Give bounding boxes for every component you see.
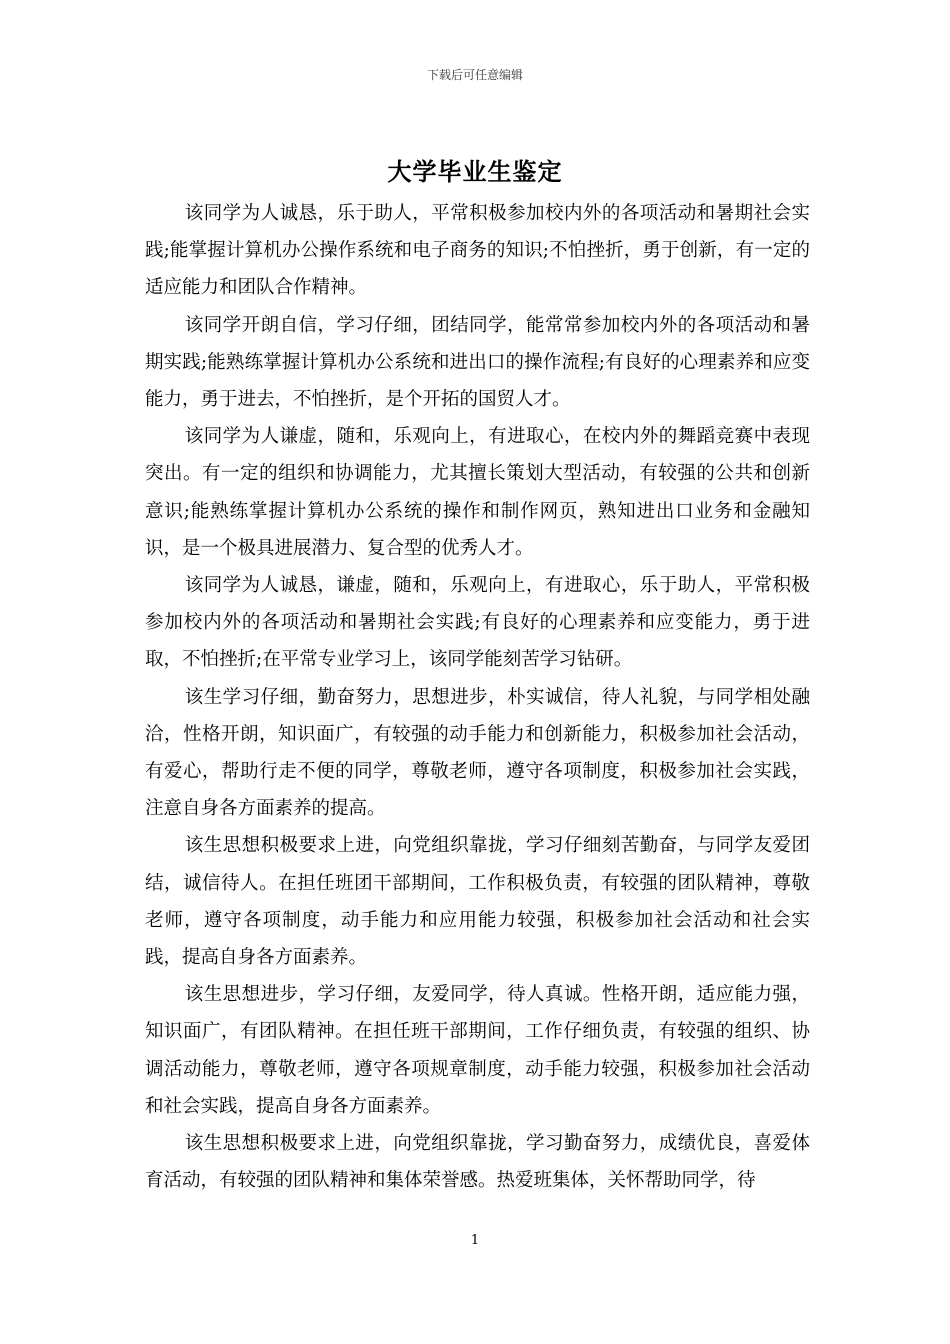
paragraph: 该生学习仔细，勤奋努力，思想进步，朴实诚信，待人礼貌，与同学相处融洽，性格开朗，知识面广，有较强的动手能力和创新能力，积极参加社会活动，有爱心，帮助行走不便的同学，尊敬老师，遵守各项制度，积极参加社会实践，注意自身各方面素养的提高。 bbox=[145, 686, 810, 820]
paragraph: 该生思想进步，学习仔细，友爱同学，待人真诚。性格开朗，适应能力强，知识面广，有团队精神。在担任班干部期间，工作仔细负责，有较强的组织、协调活动能力，尊敬老师，遵守各项规章制度，动手能力较强，积极参加社会活动和社会实践，提高自身各方面素养。 bbox=[145, 984, 810, 1117]
paragraph: 该生思想积极要求上进，向党组织靠拢，学习仔细刻苦勤奋，与同学友爱团结，诚信待人。在担任班团干部期间，工作积极负责，有较强的团队精神，尊敬老师，遵守各项制度，动手能力和应用能力较强，积极参加社会活动和社会实践，提高自身各方面素养。 bbox=[145, 835, 810, 969]
document-body bbox=[145, 195, 810, 1199]
paragraph: 该同学开朗自信，学习仔细，团结同学，能常常参加校内外的各项活动和暑期实践;能熟练掌握计算机办公系统和进出口的操作流程;有良好的心理素养和应变能力，勇于进去，不怕挫折，是个开拓的国贸人才。 bbox=[145, 314, 810, 411]
paragraph: 该生思想积极要求上进，向党组织靠拢，学习勤奋努力，成绩优良，喜爱体育活动，有较强的团队精神和集体荣誉感。热爱班集体，关怀帮助同学，待 bbox=[145, 1133, 810, 1192]
page-header-note: 下载后可任意编辑 bbox=[426, 68, 523, 82]
paragraph: 该同学为人诚恳，乐于助人，平常积极参加校内外的各项活动和暑期社会实践;能掌握计算机办公操作系统和电子商务的知识;不怕挫折，勇于创新，有一定的适应能力和团队合作精神。 bbox=[145, 203, 810, 299]
document-title: 大学毕业生鉴定 bbox=[387, 157, 563, 186]
paragraph: 该同学为人诚恳，谦虚，随和，乐观向上，有进取心，乐于助人，平常积极参加校内外的各项活动和暑期社会实践;有良好的心理素养和应变能力，勇于进取，不怕挫折;在平常专业学习上，该同学能刻苦学习钻研。 bbox=[145, 575, 810, 671]
paragraph: 该同学为人谦虚，随和，乐观向上，有进取心，在校内外的舞蹈竞赛中表现突出。有一定的组织和协调能力，尤其擅长策划大型活动，有较强的公共和创新意识;能熟练掌握计算机办公系统的操作和制作网页，熟知进出口业务和金融知识，是一个极具进展潜力、复合型的优秀人才。 bbox=[145, 426, 810, 559]
page-number: 1 bbox=[470, 1233, 480, 1248]
